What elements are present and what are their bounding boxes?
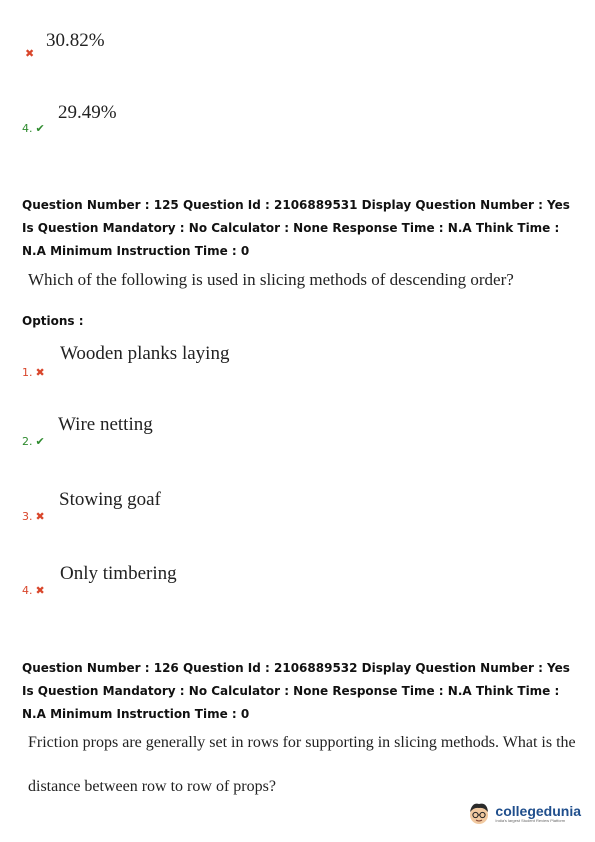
option-3-marker: 3. ✖: [22, 510, 45, 523]
cross-icon: ✖: [35, 510, 45, 523]
question-126-header: Question Number : 126 Question Id : 2106889532 Display Question Number : Yes Is Question Mandatory : No Calculator : None Response Time : N.A Think Time : N.A Minimum Instruction Time : 0: [22, 661, 570, 721]
question-125-text: Which of the following is used in slicing methods of descending order?: [28, 270, 514, 289]
option-2-marker: 2. ✔: [22, 435, 45, 448]
prev-option-cross-mark: ✖: [25, 47, 35, 60]
logo-name: collegedunia: [495, 803, 581, 819]
cross-icon: ✖: [35, 366, 45, 379]
check-icon: ✔: [35, 122, 45, 135]
option-1-text: Wooden planks laying: [60, 343, 230, 364]
question-125-header: Question Number : 125 Question Id : 2106889531 Display Question Number : Yes Is Question Mandatory : No Calculator : None Response Time : N.A Think Time : N.A Minimum Instruction Time : 0: [22, 198, 570, 258]
collegedunia-logo: [467, 800, 581, 828]
question-126-text-line1: Friction props are generally set in rows for supporting in slicing methods. What is the: [28, 734, 576, 751]
logo-tagline: India's largest Student Review Platform: [495, 818, 566, 823]
option-2-text: Wire netting: [58, 414, 153, 435]
option-1-marker: 1. ✖: [22, 366, 45, 379]
option-4-text: Only timbering: [60, 563, 177, 584]
question-126-text-line2: distance between row to row of props?: [28, 778, 276, 795]
mascot-icon: [467, 800, 491, 828]
option-3-text: Stowing goaf: [59, 489, 161, 510]
option-4-marker: 4. ✖: [22, 584, 45, 597]
check-icon: ✔: [35, 435, 45, 448]
cross-icon: ✖: [35, 584, 45, 597]
options-label: Options :: [22, 314, 84, 328]
prev-option-4-number: 4. ✔: [22, 122, 45, 135]
prev-option-4-text: 29.49%: [58, 102, 117, 123]
prev-option-text: 30.82%: [46, 30, 105, 51]
